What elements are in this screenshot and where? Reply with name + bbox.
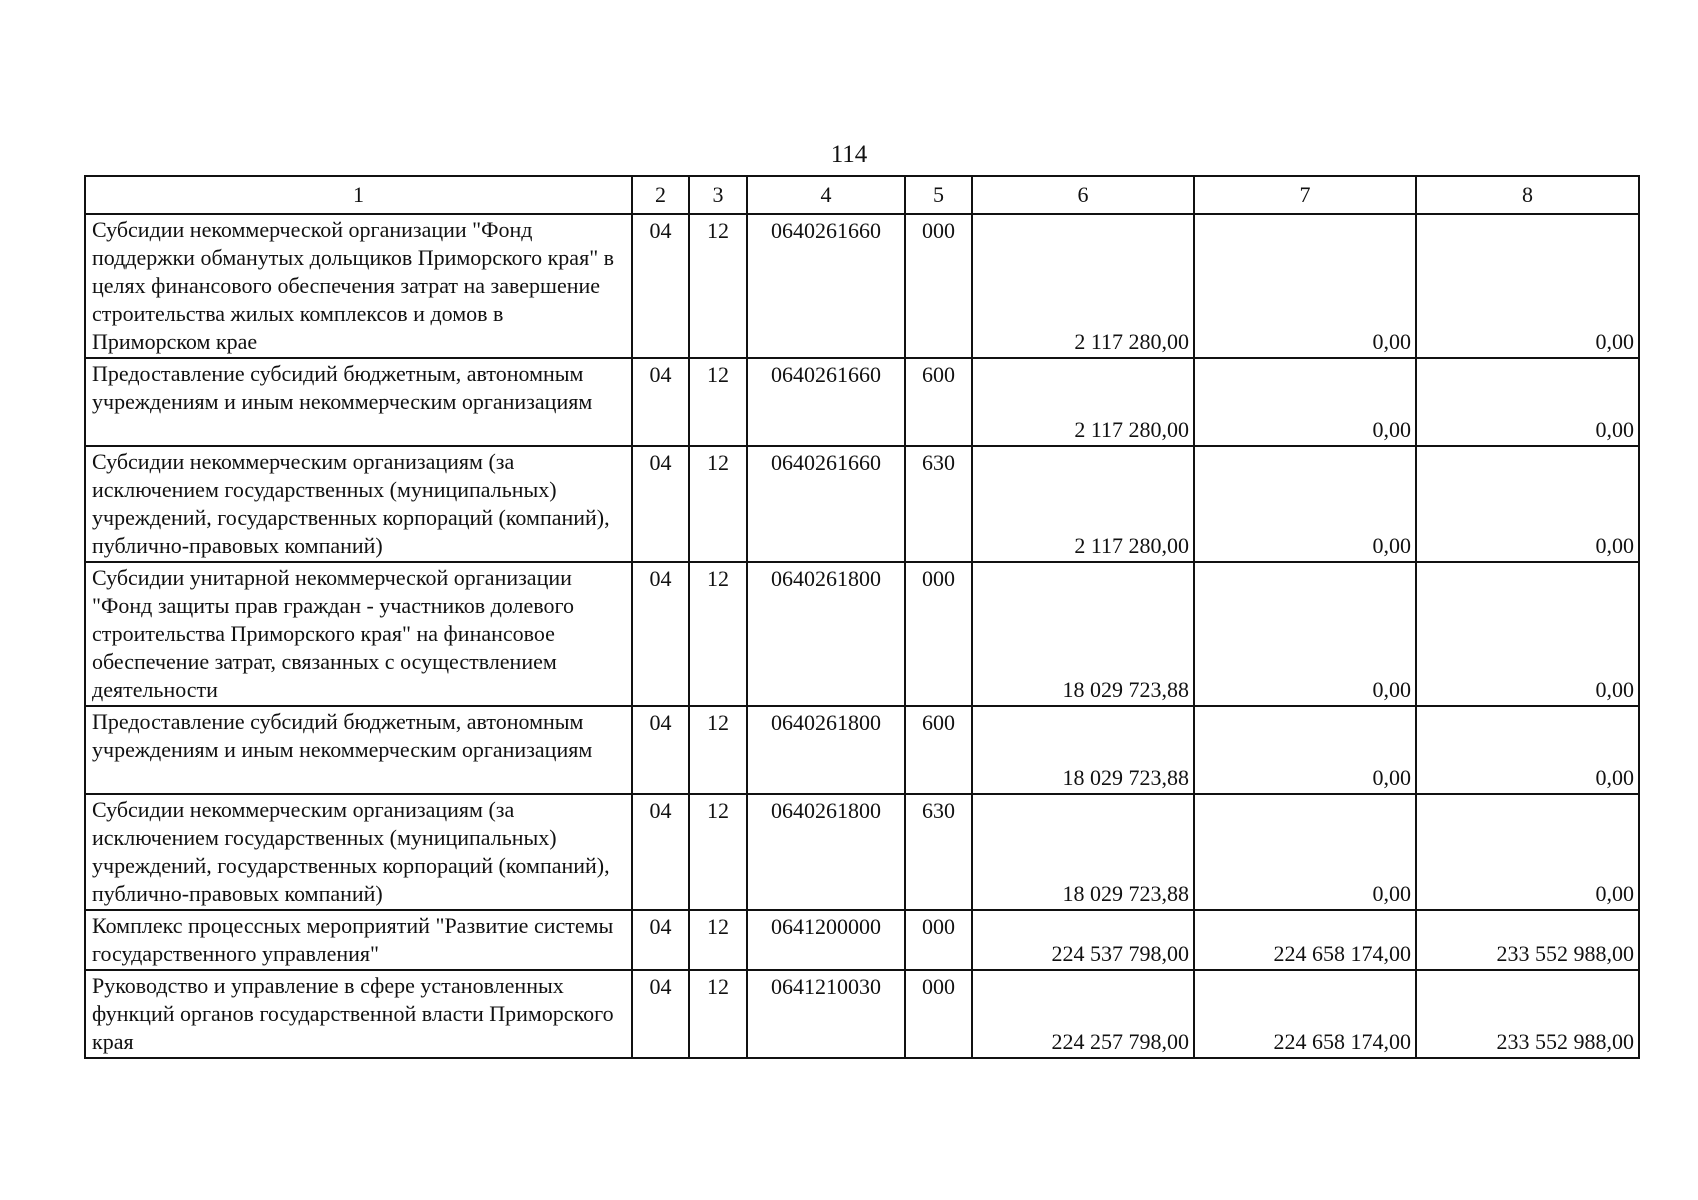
budget-table xyxy=(84,175,1640,1059)
target-article-code: 0640261660 xyxy=(747,214,905,358)
subsection-code: 12 xyxy=(689,214,747,358)
target-article-code: 0640261660 xyxy=(747,358,905,446)
target-article-code: 0641210030 xyxy=(747,970,905,1058)
amount-col6: 18 029 723,88 xyxy=(972,794,1194,910)
amount-col8: 0,00 xyxy=(1416,358,1639,446)
expense-type-code: 000 xyxy=(905,562,972,706)
table-row xyxy=(85,910,1639,970)
column-header: 7 xyxy=(1194,176,1416,214)
subsection-code: 12 xyxy=(689,446,747,562)
expense-type-code: 000 xyxy=(905,970,972,1058)
table-row xyxy=(85,358,1639,446)
row-name: Субсидии унитарной некоммерческой организации "Фонд защиты прав граждан - участников долевого строительства Приморского края" на финансовое обеспечение затрат, связанных с осуществлением деятельности xyxy=(85,562,632,706)
subsection-code: 12 xyxy=(689,970,747,1058)
amount-col8: 0,00 xyxy=(1416,446,1639,562)
expense-type-code: 630 xyxy=(905,446,972,562)
table-row xyxy=(85,970,1639,1058)
expense-type-code: 600 xyxy=(905,358,972,446)
expense-type-code: 600 xyxy=(905,706,972,794)
column-header: 5 xyxy=(905,176,972,214)
subsection-code: 12 xyxy=(689,562,747,706)
expense-type-code: 000 xyxy=(905,214,972,358)
section-code: 04 xyxy=(632,970,689,1058)
target-article-code: 0640261660 xyxy=(747,446,905,562)
subsection-code: 12 xyxy=(689,358,747,446)
column-header: 8 xyxy=(1416,176,1639,214)
section-code: 04 xyxy=(632,358,689,446)
amount-col7: 0,00 xyxy=(1194,358,1416,446)
table-row xyxy=(85,214,1639,358)
subsection-code: 12 xyxy=(689,706,747,794)
subsection-code: 12 xyxy=(689,910,747,970)
section-code: 04 xyxy=(632,706,689,794)
amount-col6: 224 537 798,00 xyxy=(972,910,1194,970)
amount-col6: 18 029 723,88 xyxy=(972,706,1194,794)
amount-col7: 0,00 xyxy=(1194,446,1416,562)
row-name: Субсидии некоммерческой организации "Фонд поддержки обманутых дольщиков Приморского края" в целях финансового обеспечения затрат на завершение строительства жилых комплексов и домов в Приморском крае xyxy=(85,214,632,358)
amount-col7: 224 658 174,00 xyxy=(1194,970,1416,1058)
table-header-row xyxy=(85,176,1639,214)
amount-col6: 2 117 280,00 xyxy=(972,446,1194,562)
target-article-code: 0640261800 xyxy=(747,706,905,794)
amount-col6: 224 257 798,00 xyxy=(972,970,1194,1058)
amount-col6: 2 117 280,00 xyxy=(972,214,1194,358)
row-name: Предоставление субсидий бюджетным, автономным учреждениям и иным некоммерческим организациям xyxy=(85,358,632,446)
target-article-code: 0641200000 xyxy=(747,910,905,970)
section-code: 04 xyxy=(632,910,689,970)
column-header: 6 xyxy=(972,176,1194,214)
expense-type-code: 630 xyxy=(905,794,972,910)
column-header: 1 xyxy=(85,176,632,214)
amount-col6: 18 029 723,88 xyxy=(972,562,1194,706)
amount-col6: 2 117 280,00 xyxy=(972,358,1194,446)
table-row xyxy=(85,562,1639,706)
subsection-code: 12 xyxy=(689,794,747,910)
section-code: 04 xyxy=(632,214,689,358)
amount-col7: 0,00 xyxy=(1194,562,1416,706)
row-name: Субсидии некоммерческим организациям (за исключением государственных (муниципальных) учреждений, государственных корпораций (компаний), публично-правовых компаний) xyxy=(85,794,632,910)
row-name: Субсидии некоммерческим организациям (за исключением государственных (муниципальных) учреждений, государственных корпораций (компаний), публично-правовых компаний) xyxy=(85,446,632,562)
amount-col8: 0,00 xyxy=(1416,214,1639,358)
column-header: 3 xyxy=(689,176,747,214)
section-code: 04 xyxy=(632,446,689,562)
table-row xyxy=(85,706,1639,794)
amount-col8: 0,00 xyxy=(1416,562,1639,706)
expense-type-code: 000 xyxy=(905,910,972,970)
amount-col7: 224 658 174,00 xyxy=(1194,910,1416,970)
row-name: Руководство и управление в сфере установленных функций органов государственной власти Приморского края xyxy=(85,970,632,1058)
table-row xyxy=(85,446,1639,562)
amount-col8: 0,00 xyxy=(1416,706,1639,794)
amount-col8: 233 552 988,00 xyxy=(1416,910,1639,970)
section-code: 04 xyxy=(632,562,689,706)
column-header: 4 xyxy=(747,176,905,214)
amount-col8: 0,00 xyxy=(1416,794,1639,910)
amount-col7: 0,00 xyxy=(1194,794,1416,910)
target-article-code: 0640261800 xyxy=(747,794,905,910)
amount-col7: 0,00 xyxy=(1194,214,1416,358)
row-name: Предоставление субсидий бюджетным, автономным учреждениям и иным некоммерческим организациям xyxy=(85,706,632,794)
amount-col7: 0,00 xyxy=(1194,706,1416,794)
amount-col8: 233 552 988,00 xyxy=(1416,970,1639,1058)
section-code: 04 xyxy=(632,794,689,910)
page-number: 114 xyxy=(830,141,868,168)
target-article-code: 0640261800 xyxy=(747,562,905,706)
column-header: 2 xyxy=(632,176,689,214)
row-name: Комплекс процессных мероприятий "Развитие системы государственного управления" xyxy=(85,910,632,970)
table-row xyxy=(85,794,1639,910)
